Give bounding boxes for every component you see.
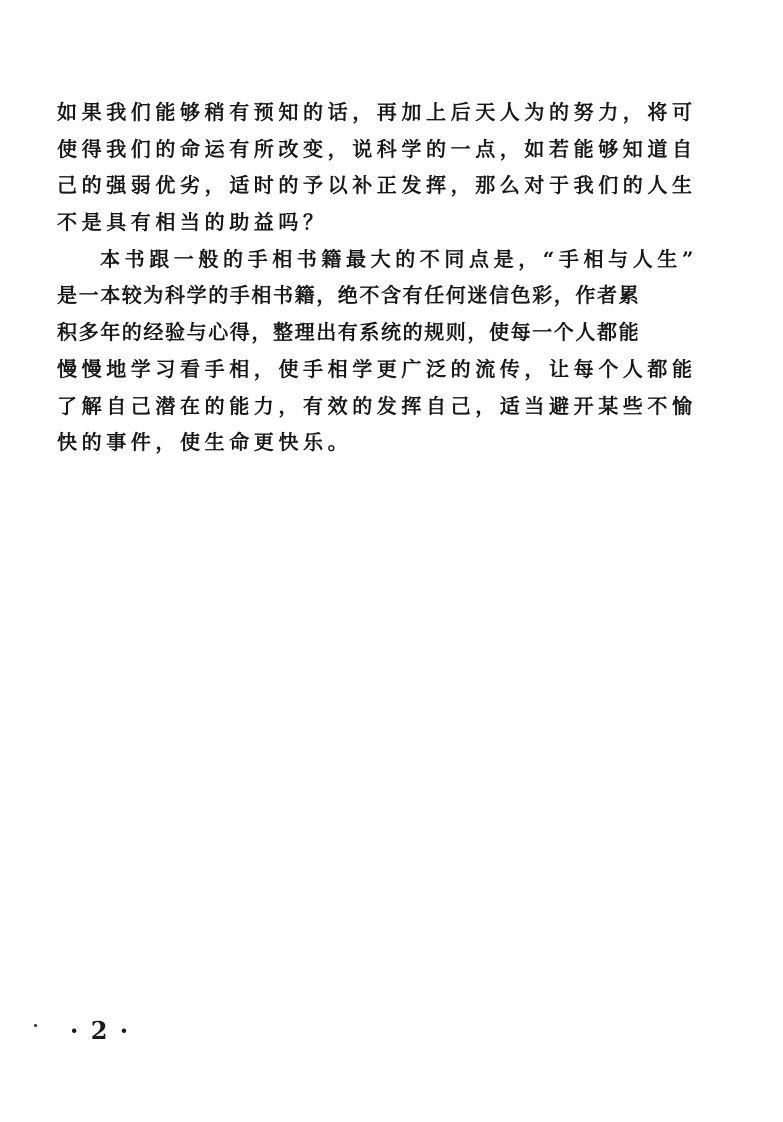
text-line: 慢慢地学习看手相，使手相学更广泛的流传，让每个人都能	[57, 356, 697, 381]
text-line: 己的强弱优劣，适时的予以补正发挥，那么对于我们的人生	[57, 173, 697, 198]
text-line: 是一本较为科学的手相书籍，绝不含有任何迷信色彩，作者累	[57, 283, 641, 308]
text-line: 使得我们的命运有所改变，说科学的一点，如若能够知道自	[57, 136, 697, 161]
text-line: 快的事件，使生命更快乐。	[57, 430, 353, 455]
body-text	[57, 94, 699, 461]
page-number: · 2 ·	[70, 1016, 131, 1045]
text-line: 如果我们能够稍有预知的话，再加上后天人为的努力，将可	[57, 100, 697, 124]
text-line: 不是具有相当的助益吗？	[57, 210, 328, 235]
text-line: 积多年的经验与心得，整理出有系统的规则，使每一个人都能	[57, 320, 641, 345]
scan-speck	[34, 1024, 37, 1027]
text-line: 本书跟一般的手相书籍最大的不同点是，“手相与人生”	[100, 246, 699, 271]
text-line: 了解自己潜在的能力，有效的发挥自己，适当避开某些不愉	[57, 393, 697, 418]
